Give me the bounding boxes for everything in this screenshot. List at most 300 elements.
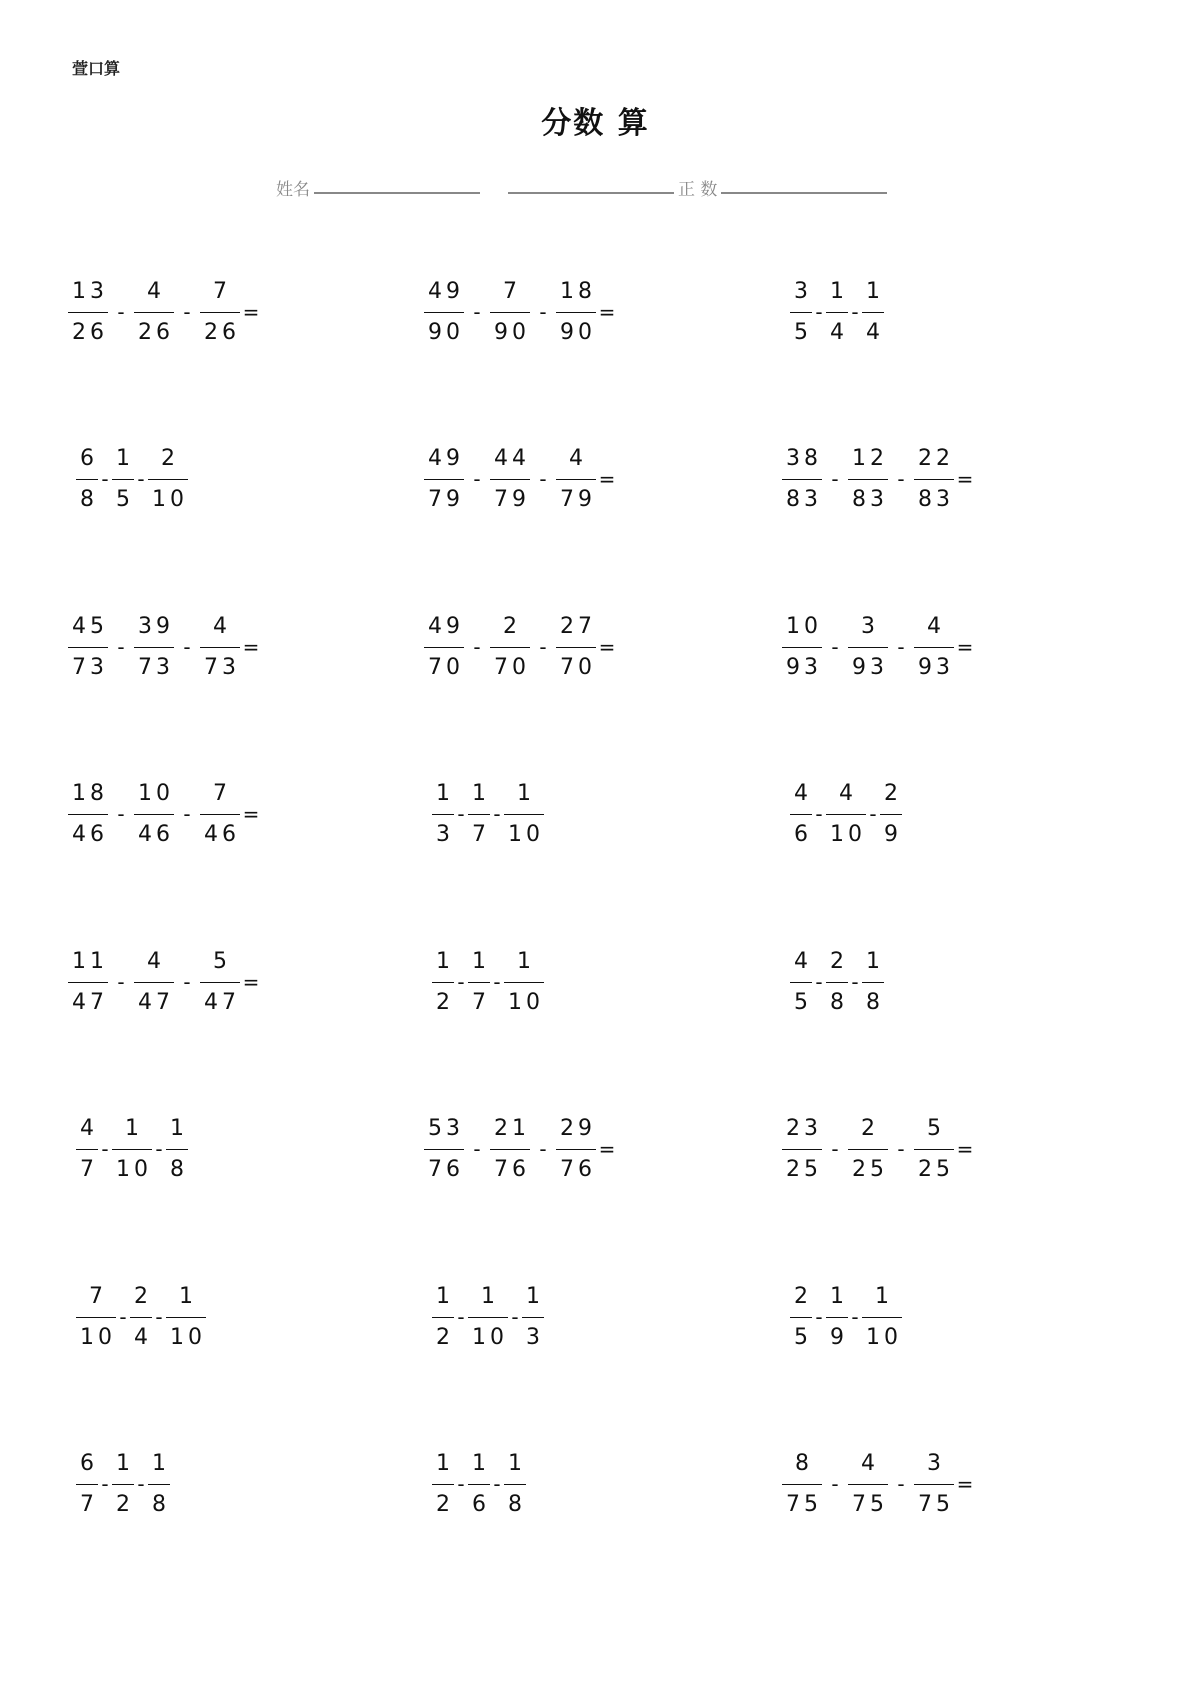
numerator: 4 xyxy=(569,445,587,471)
numerator: 4 xyxy=(861,1450,879,1476)
minus-sign: - xyxy=(473,1137,481,1161)
denominator: 10 xyxy=(152,486,188,512)
numerator: 6 xyxy=(80,445,98,471)
fraction xyxy=(432,1281,454,1354)
problem-16 xyxy=(76,1107,188,1191)
problem-22 xyxy=(76,1442,170,1526)
denominator: 10 xyxy=(508,821,544,847)
problem-11 xyxy=(432,772,544,856)
page-title: 分数 算 xyxy=(541,106,650,141)
fraction xyxy=(166,1281,206,1354)
denominator: 93 xyxy=(786,654,822,680)
minus-sign: - xyxy=(457,1472,465,1496)
denominator: 3 xyxy=(526,1324,544,1350)
minus-sign: - xyxy=(831,467,839,491)
fraction xyxy=(200,611,240,684)
minus-sign: - xyxy=(815,970,823,994)
numerator: 7 xyxy=(89,1283,107,1309)
denominator: 46 xyxy=(204,821,240,847)
minus-sign: - xyxy=(869,802,877,826)
header-label: 萱口算 xyxy=(72,59,121,78)
numerator: 1 xyxy=(875,1283,893,1309)
correct-label: 正 数 xyxy=(678,180,718,200)
fraction xyxy=(782,611,822,684)
numerator: 3 xyxy=(927,1450,945,1476)
fraction xyxy=(432,778,454,851)
numerator: 1 xyxy=(472,1450,490,1476)
fraction xyxy=(826,276,848,349)
minus-sign: - xyxy=(511,1305,519,1329)
minus-sign: - xyxy=(831,1472,839,1496)
equals-sign: = xyxy=(956,467,974,491)
problem-6 xyxy=(782,437,976,521)
denominator: 26 xyxy=(138,319,174,345)
numerator: 1 xyxy=(526,1283,544,1309)
denominator: 25 xyxy=(852,1156,888,1182)
numerator: 4 xyxy=(147,278,165,304)
fraction xyxy=(112,443,134,516)
fraction xyxy=(134,611,174,684)
fraction xyxy=(134,778,174,851)
equals-sign: = xyxy=(598,635,616,659)
denominator: 5 xyxy=(116,486,134,512)
fraction xyxy=(862,946,884,1019)
numerator: 1 xyxy=(830,278,848,304)
denominator: 7 xyxy=(472,821,490,847)
numerator: 11 xyxy=(72,948,108,974)
denominator: 75 xyxy=(852,1491,888,1517)
denominator: 8 xyxy=(170,1156,188,1182)
problem-7 xyxy=(68,605,262,689)
minus-sign: - xyxy=(831,1137,839,1161)
numerator: 1 xyxy=(152,1450,170,1476)
minus-sign: - xyxy=(897,1137,905,1161)
numerator: 3 xyxy=(794,278,812,304)
problem-8 xyxy=(424,605,618,689)
numerator: 29 xyxy=(560,1115,596,1141)
problem-21 xyxy=(790,1275,902,1359)
numerator: 7 xyxy=(213,278,231,304)
denominator: 10 xyxy=(830,821,866,847)
numerator: 4 xyxy=(794,948,812,974)
numerator: 2 xyxy=(861,1115,879,1141)
denominator: 83 xyxy=(852,486,888,512)
numerator: 49 xyxy=(428,613,464,639)
numerator: 13 xyxy=(72,278,108,304)
minus-sign: - xyxy=(117,300,125,324)
minus-sign: - xyxy=(815,802,823,826)
equals-sign: = xyxy=(242,300,260,324)
numerator: 1 xyxy=(116,1450,134,1476)
fraction xyxy=(76,443,98,516)
denominator: 8 xyxy=(508,1491,526,1517)
equals-sign: = xyxy=(956,1472,974,1496)
denominator: 93 xyxy=(852,654,888,680)
problem-3 xyxy=(790,270,884,354)
fraction xyxy=(468,1281,508,1354)
equals-sign: = xyxy=(598,467,616,491)
fraction xyxy=(200,946,240,1019)
minus-sign: - xyxy=(897,467,905,491)
denominator: 10 xyxy=(508,989,544,1015)
fraction xyxy=(790,276,812,349)
fraction xyxy=(782,1448,822,1521)
numerator: 27 xyxy=(560,613,596,639)
numerator: 1 xyxy=(170,1115,188,1141)
denominator: 76 xyxy=(428,1156,464,1182)
minus-sign: - xyxy=(815,1305,823,1329)
equals-sign: = xyxy=(242,802,260,826)
denominator: 6 xyxy=(472,1491,490,1517)
problem-15 xyxy=(790,940,884,1024)
numerator: 4 xyxy=(927,613,945,639)
numerator: 22 xyxy=(918,445,954,471)
fraction xyxy=(432,946,454,1019)
numerator: 1 xyxy=(517,780,535,806)
fraction xyxy=(522,1281,544,1354)
numerator: 1 xyxy=(472,780,490,806)
problem-5 xyxy=(424,437,618,521)
denominator: 2 xyxy=(436,989,454,1015)
minus-sign: - xyxy=(101,1137,109,1161)
minus-sign: - xyxy=(117,635,125,659)
denominator: 4 xyxy=(866,319,884,345)
numerator: 2 xyxy=(503,613,521,639)
fraction xyxy=(148,443,188,516)
minus-sign: - xyxy=(117,802,125,826)
denominator: 93 xyxy=(918,654,954,680)
fraction xyxy=(504,778,544,851)
fraction xyxy=(200,778,240,851)
denominator: 2 xyxy=(436,1324,454,1350)
numerator: 4 xyxy=(839,780,857,806)
problem-12 xyxy=(790,772,902,856)
problem-19 xyxy=(76,1275,206,1359)
fraction xyxy=(848,1113,888,1186)
numerator: 2 xyxy=(830,948,848,974)
fraction xyxy=(914,443,954,516)
minus-sign: - xyxy=(539,300,547,324)
denominator: 26 xyxy=(72,319,108,345)
numerator: 10 xyxy=(786,613,822,639)
denominator: 10 xyxy=(472,1324,508,1350)
denominator: 8 xyxy=(80,486,98,512)
minus-sign: - xyxy=(897,1472,905,1496)
minus-sign: - xyxy=(457,970,465,994)
fraction xyxy=(490,443,530,516)
minus-sign: - xyxy=(473,635,481,659)
minus-sign: - xyxy=(493,802,501,826)
minus-sign: - xyxy=(183,802,191,826)
minus-sign: - xyxy=(493,970,501,994)
problem-2 xyxy=(424,270,618,354)
denominator: 73 xyxy=(138,654,174,680)
numerator: 53 xyxy=(428,1115,464,1141)
fraction xyxy=(556,611,596,684)
equals-sign: = xyxy=(598,300,616,324)
fraction xyxy=(826,946,848,1019)
fraction xyxy=(134,946,174,1019)
equals-sign: = xyxy=(242,970,260,994)
minus-sign: - xyxy=(493,1472,501,1496)
denominator: 8 xyxy=(866,989,884,1015)
fraction xyxy=(130,1281,152,1354)
denominator: 46 xyxy=(72,821,108,847)
numerator: 8 xyxy=(795,1450,813,1476)
numerator: 4 xyxy=(147,948,165,974)
problem-1 xyxy=(68,270,262,354)
denominator: 10 xyxy=(170,1324,206,1350)
denominator: 25 xyxy=(918,1156,954,1182)
fraction xyxy=(848,611,888,684)
minus-sign: - xyxy=(155,1305,163,1329)
score-blank[interactable] xyxy=(508,191,674,194)
denominator: 47 xyxy=(138,989,174,1015)
minus-sign: - xyxy=(137,1472,145,1496)
numerator: 10 xyxy=(138,780,174,806)
fraction xyxy=(432,1448,454,1521)
fraction xyxy=(826,1281,848,1354)
numerator: 21 xyxy=(494,1115,530,1141)
problem-10 xyxy=(68,772,262,856)
denominator: 79 xyxy=(494,486,530,512)
minus-sign: - xyxy=(101,1472,109,1496)
numerator: 5 xyxy=(213,948,231,974)
fraction xyxy=(504,946,544,1019)
problem-23 xyxy=(432,1442,526,1526)
correct-blank[interactable] xyxy=(721,191,887,194)
fraction xyxy=(68,946,108,1019)
minus-sign: - xyxy=(183,635,191,659)
minus-sign: - xyxy=(851,970,859,994)
denominator: 10 xyxy=(116,1156,152,1182)
fraction xyxy=(490,611,530,684)
numerator: 7 xyxy=(503,278,521,304)
numerator: 1 xyxy=(436,780,454,806)
minus-sign: - xyxy=(831,635,839,659)
denominator: 75 xyxy=(786,1491,822,1517)
fraction xyxy=(134,276,174,349)
minus-sign: - xyxy=(539,467,547,491)
fraction xyxy=(862,1281,902,1354)
denominator: 75 xyxy=(918,1491,954,1517)
denominator: 6 xyxy=(794,821,812,847)
fraction xyxy=(148,1448,170,1521)
denominator: 46 xyxy=(138,821,174,847)
numerator: 1 xyxy=(830,1283,848,1309)
fraction xyxy=(424,276,464,349)
fraction xyxy=(848,1448,888,1521)
numerator: 6 xyxy=(80,1450,98,1476)
fraction xyxy=(914,1448,954,1521)
problem-9 xyxy=(782,605,976,689)
denominator: 8 xyxy=(830,989,848,1015)
numerator: 7 xyxy=(213,780,231,806)
fraction xyxy=(424,1113,464,1186)
minus-sign: - xyxy=(539,635,547,659)
minus-sign: - xyxy=(851,1305,859,1329)
fraction xyxy=(790,946,812,1019)
minus-sign: - xyxy=(183,300,191,324)
numerator: 49 xyxy=(428,445,464,471)
fraction xyxy=(68,276,108,349)
problem-17 xyxy=(424,1107,618,1191)
numerator: 3 xyxy=(861,613,879,639)
denominator: 9 xyxy=(830,1324,848,1350)
denominator: 83 xyxy=(786,486,822,512)
minus-sign: - xyxy=(539,1137,547,1161)
minus-sign: - xyxy=(897,635,905,659)
fraction xyxy=(68,611,108,684)
numerator: 12 xyxy=(852,445,888,471)
fraction xyxy=(826,778,866,851)
numerator: 4 xyxy=(213,613,231,639)
denominator: 73 xyxy=(72,654,108,680)
numerator: 4 xyxy=(80,1115,98,1141)
numerator: 1 xyxy=(481,1283,499,1309)
minus-sign: - xyxy=(117,970,125,994)
numerator: 1 xyxy=(179,1283,197,1309)
info-line xyxy=(276,174,891,200)
numerator: 2 xyxy=(884,780,902,806)
numerator: 1 xyxy=(472,948,490,974)
problem-18 xyxy=(782,1107,976,1191)
numerator: 23 xyxy=(786,1115,822,1141)
fraction xyxy=(468,946,490,1019)
fraction xyxy=(112,1113,152,1186)
numerator: 1 xyxy=(125,1115,143,1141)
fraction xyxy=(556,443,596,516)
fraction xyxy=(166,1113,188,1186)
numerator: 5 xyxy=(927,1115,945,1141)
fraction xyxy=(68,778,108,851)
denominator: 70 xyxy=(560,654,596,680)
numerator: 38 xyxy=(786,445,822,471)
denominator: 8 xyxy=(152,1491,170,1517)
numerator: 1 xyxy=(508,1450,526,1476)
fraction xyxy=(504,1448,526,1521)
numerator: 44 xyxy=(494,445,530,471)
numerator: 18 xyxy=(560,278,596,304)
equals-sign: = xyxy=(956,635,974,659)
minus-sign: - xyxy=(457,802,465,826)
numerator: 18 xyxy=(72,780,108,806)
minus-sign: - xyxy=(473,467,481,491)
numerator: 1 xyxy=(116,445,134,471)
numerator: 2 xyxy=(794,1283,812,1309)
numerator: 1 xyxy=(436,1450,454,1476)
fraction xyxy=(424,611,464,684)
denominator: 90 xyxy=(560,319,596,345)
denominator: 3 xyxy=(436,821,454,847)
minus-sign: - xyxy=(101,467,109,491)
minus-sign: - xyxy=(473,300,481,324)
fraction xyxy=(790,778,812,851)
denominator: 5 xyxy=(794,989,812,1015)
denominator: 47 xyxy=(72,989,108,1015)
fraction xyxy=(468,778,490,851)
denominator: 90 xyxy=(428,319,464,345)
denominator: 70 xyxy=(428,654,464,680)
denominator: 26 xyxy=(204,319,240,345)
denominator: 2 xyxy=(436,1491,454,1517)
fraction xyxy=(782,443,822,516)
minus-sign: - xyxy=(119,1305,127,1329)
fraction xyxy=(880,778,902,851)
numerator: 1 xyxy=(866,278,884,304)
denominator: 7 xyxy=(80,1156,98,1182)
numerator: 1 xyxy=(866,948,884,974)
denominator: 7 xyxy=(472,989,490,1015)
fraction xyxy=(76,1448,98,1521)
numerator: 4 xyxy=(794,780,812,806)
denominator: 9 xyxy=(884,821,902,847)
name-label: 姓名 xyxy=(276,180,310,200)
equals-sign: = xyxy=(242,635,260,659)
fraction xyxy=(468,1448,490,1521)
problem-14 xyxy=(432,940,544,1024)
fraction xyxy=(490,276,530,349)
fraction xyxy=(112,1448,134,1521)
problem-20 xyxy=(432,1275,544,1359)
problem-13 xyxy=(68,940,262,1024)
fraction xyxy=(556,276,596,349)
numerator: 2 xyxy=(161,445,179,471)
problem-4 xyxy=(76,437,188,521)
denominator: 7 xyxy=(80,1491,98,1517)
denominator: 4 xyxy=(830,319,848,345)
problem-24 xyxy=(782,1442,976,1526)
denominator: 5 xyxy=(794,1324,812,1350)
denominator: 5 xyxy=(794,319,812,345)
numerator: 1 xyxy=(436,948,454,974)
fraction xyxy=(782,1113,822,1186)
denominator: 79 xyxy=(560,486,596,512)
fraction xyxy=(914,1113,954,1186)
denominator: 70 xyxy=(494,654,530,680)
name-blank[interactable] xyxy=(314,191,480,194)
numerator: 49 xyxy=(428,278,464,304)
fraction xyxy=(848,443,888,516)
denominator: 73 xyxy=(204,654,240,680)
denominator: 79 xyxy=(428,486,464,512)
fraction xyxy=(76,1113,98,1186)
denominator: 76 xyxy=(494,1156,530,1182)
denominator: 76 xyxy=(560,1156,596,1182)
denominator: 10 xyxy=(80,1324,116,1350)
denominator: 83 xyxy=(918,486,954,512)
denominator: 2 xyxy=(116,1491,134,1517)
fraction xyxy=(862,276,884,349)
denominator: 10 xyxy=(866,1324,902,1350)
fraction xyxy=(200,276,240,349)
fraction xyxy=(790,1281,812,1354)
minus-sign: - xyxy=(851,300,859,324)
equals-sign: = xyxy=(598,1137,616,1161)
numerator: 39 xyxy=(138,613,174,639)
minus-sign: - xyxy=(155,1137,163,1161)
numerator: 1 xyxy=(436,1283,454,1309)
denominator: 4 xyxy=(134,1324,152,1350)
minus-sign: - xyxy=(183,970,191,994)
fraction xyxy=(424,443,464,516)
minus-sign: - xyxy=(457,1305,465,1329)
equals-sign: = xyxy=(956,1137,974,1161)
denominator: 90 xyxy=(494,319,530,345)
fraction xyxy=(914,611,954,684)
fraction xyxy=(490,1113,530,1186)
denominator: 47 xyxy=(204,989,240,1015)
